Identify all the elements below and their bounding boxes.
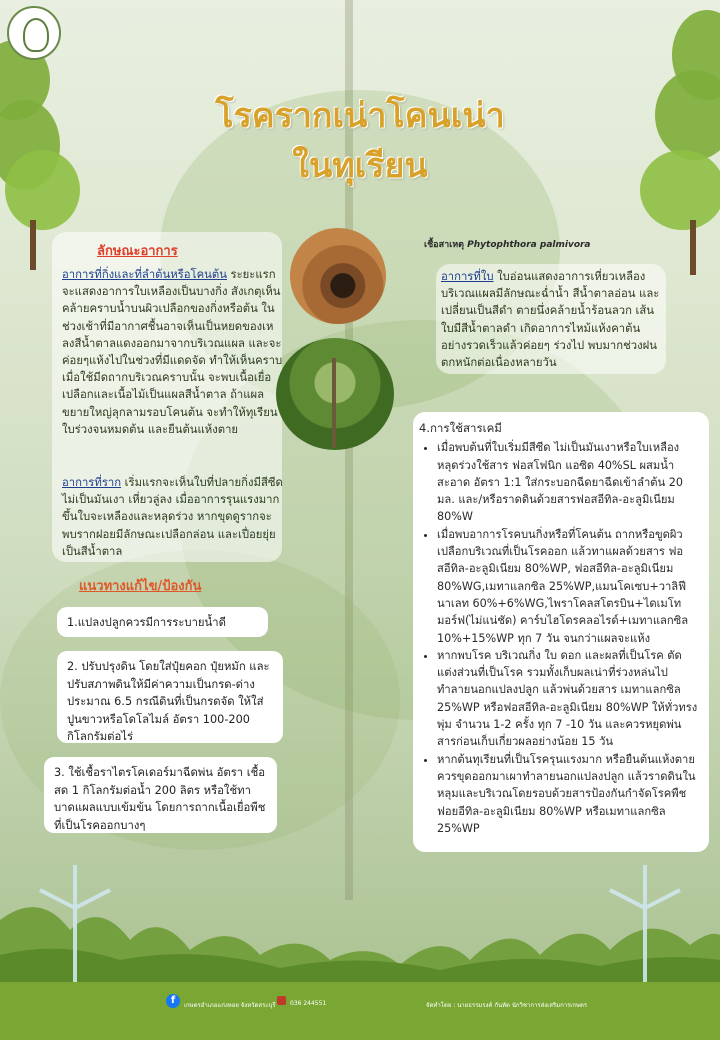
title-line-1: โรครากเน่าโคนเน่า [215,96,505,136]
solution-item-2: 2. ปรับปรุงดิน โดยใส่ปุ๋ยคอก ปุ๋ยหมัก และปรับสภาพดินให้มีค่าความเป็นกรด-ด่าง ประมาณ 6.5 กรณีดินที่เป็นกรดจัด ให้ใส่ปูนขาวหรือโดโลไมล์ อัตรา 100-200 กิโลกรัมต่อไร่ [57,651,283,743]
bark-lesion-photo [290,228,386,324]
leaf-symptom-text [441,268,663,371]
footer-credit: จัดทำโดย : นายธรรมรงค์ กันทัต นักวิชาการส่งเสริมการเกษตร [426,1002,588,1009]
department-logo [7,6,61,60]
chemical-list [419,439,699,837]
phone-icon [277,996,286,1005]
facebook-icon: f [166,994,180,1008]
cause-line [424,237,591,251]
solutions-heading: แนวทางแก้ไข/ป้องกัน [79,579,202,594]
chemical-item: • หากต้นทุเรียนที่เป็นโรครุนแรงมาก หรือยืนต้นแห้งตาย ควรขุดออกมาเผาทำลายนอกแปลงปลูก แล้วราดดินในหลุมและบริเวณโดยรอบด้วยสารป้องกันกำจัดโรคพืช ฟอยอีทิล-อะลูมิเนียม 80%WP หรือเมทาแลกซิล 25%WP [437,751,699,837]
root-symptom-body: เริ่มแรกจะเห็นใบที่ปลายกิ่งมีสีซีดไม่เป็นมันเงา เหี่ยวลู่ลง เมื่ออาการรุนแรงมากขึ้นใบจะเหลืองและหลุดร่วง หากขุดดูรากจะพบรากฝอยมีลักษณะเปลือกล่อน และเปื่อยยุ่ยเป็นสีน้ำตาล [62,476,283,558]
title-line-2: ในทุเรียน [292,146,428,186]
durian-tree-photo [276,338,394,450]
solution-item-1: 1.แปลงปลูกควรมีการระบายน้ำดี [57,607,268,637]
chemical-item: • เมื่อพบอาการโรคบนกิ่งหรือที่โคนต้น ถากหรือขูดผิวเปลือกบริเวณที่เป็นโรคออก แล้วทาแผลด้วยสาร ฟอสอีทิล-อะลูมิเนียม 80%WP, ฟอสอีทิล-อะลูมิเนียม 80%WG,เมทาแลกซิล 25%WP,แมนโคเซบ+วาลิฟีนาเลท 60%+6%WG,ไพราโคลสโตรบิน+ไดเมโทมอร์ฟ(ไม่แน่ชัด) คาร์บไฮโดรคลอไรด์+เมทาแลกซิล 10%+15%WP ทุก 7 วัน จนกว่าแผลจะแห้ง [437,526,699,647]
cause-organism: Phytophthora palmivora [467,240,591,250]
footer-phone: 036 244551 [290,1000,327,1007]
branch-symptom-label: อาการที่กิ่งและที่ลำต้นหรือโคนต้น [62,268,227,281]
bottom-landscape [0,860,720,985]
footer-bar [0,982,720,1040]
chemical-item: • หากพบโรค บริเวณกิ่ง ใบ ดอก และผลที่เป็นโรค ตัดแต่งส่วนที่เป็นโรค รวมทั้งเก็บผลเน่าที่ร่วงหล่นไปทำลายนอกแปลงปลูก แล้วพ่นด้วยสาร เมทาแลกซิล 25%WP หรือฟอสอีทิล-อะลูมิเนียม 80%WP ให้ทั่วทรงพุ่ม จำนวน 1-2 ครั้ง ทุก 7 -10 วัน และควรหยุดพ่นสารก่อนเก็บเกี่ยวผลอย่างน้อย 15 วัน [437,647,699,751]
branch-symptom-text [62,266,284,438]
root-symptom-text [62,474,284,560]
chemical-usage-box [413,412,709,852]
facebook-page-name: เกษตรอำเภอแก่งหอย จังหวัดสระบุรี [184,1002,276,1009]
cause-label: เชื้อสาเหตุ [424,240,464,250]
symptoms-heading: ลักษณะอาการ [97,244,178,259]
root-symptom-label: อาการที่ราก [62,476,122,489]
leaf-symptom-body: ใบอ่อนแสดงอาการเหี่ยวเหลือง บริเวณแผลมีลักษณะฉ่ำน้ำ สีน้ำตาลอ่อน และเปลี่ยนเป็นสีดำ ตายนึ่งคล้ายน้ำร้อนลวก เส้นใบมีสีน้ำตาลดำ เกิดอาการไหม้แห้งคาต้น อย่างรวดเร็วแล้วค่อยๆ ร่วงไป พบมากช่วงฝนตกหนักต่อเนื่องหลายวัน [441,270,660,370]
leaf-symptom-label: อาการที่ใบ [441,270,494,283]
chemical-item: • เมื่อพบต้นที่ใบเริ่มมีสีซีด ไม่เป็นมันเงาหรือใบเหลืองหลุดร่วงใช้สาร ฟอสโฟนิก แอซิด 40%SL ผสมน้ำสะอาด อัตรา 1:1 ใส่กระบอกฉีดยาฉีดเข้าลำต้น 20 มล. และ/หรือราดดินด้วยสารฟอสอีทิล-อะลูมิเนียม 80%W [437,439,699,525]
branch-symptom-body: ระยะแรกจะแสดงอาการใบเหลืองเป็นบางกิ่ง สังเกตุเห็นคล้ายคราบน้ำบนผิวเปลือกของกิ่งหรือต้น ในช่วงเช้าที่มีอากาศชื้นอาจเห็นเป็นหยดของเหลงสีน้ำตาลแดงออกมาจากบริเวณแผล และจะค่อยๆแห้งไปในช่วงที่มีแดดจัด ทำให้เห็นคราบ เมื่อใช้มีดถากบริเวณคราบนั้น จะพบเนื้อเยื่อเปลือกและเนื้อไม้เป็นแผลสีน้ำตาล ถ้าแผลขยายใหญ่ลุกลามรอบโคนต้น จะทำให้ทุเรียนใบร่วงจนหมดต้น และยืนต้นแห้งตาย [62,268,283,436]
solution-item-3: 3. ใช้เชื้อราไตรโคเดอร์มาฉีดพ่น อัตรา เชื้อสด 1 กิโลกรัมต่อน้ำ 200 ลิตร หรือใช้ทาบาดแผลแบบเข้มข้น โดยการถากเนื้อเยื่อพืชที่เป็นโรคออกบางๆ [44,757,277,833]
chemical-heading: 4.การใช้สารเคมี [419,421,502,435]
